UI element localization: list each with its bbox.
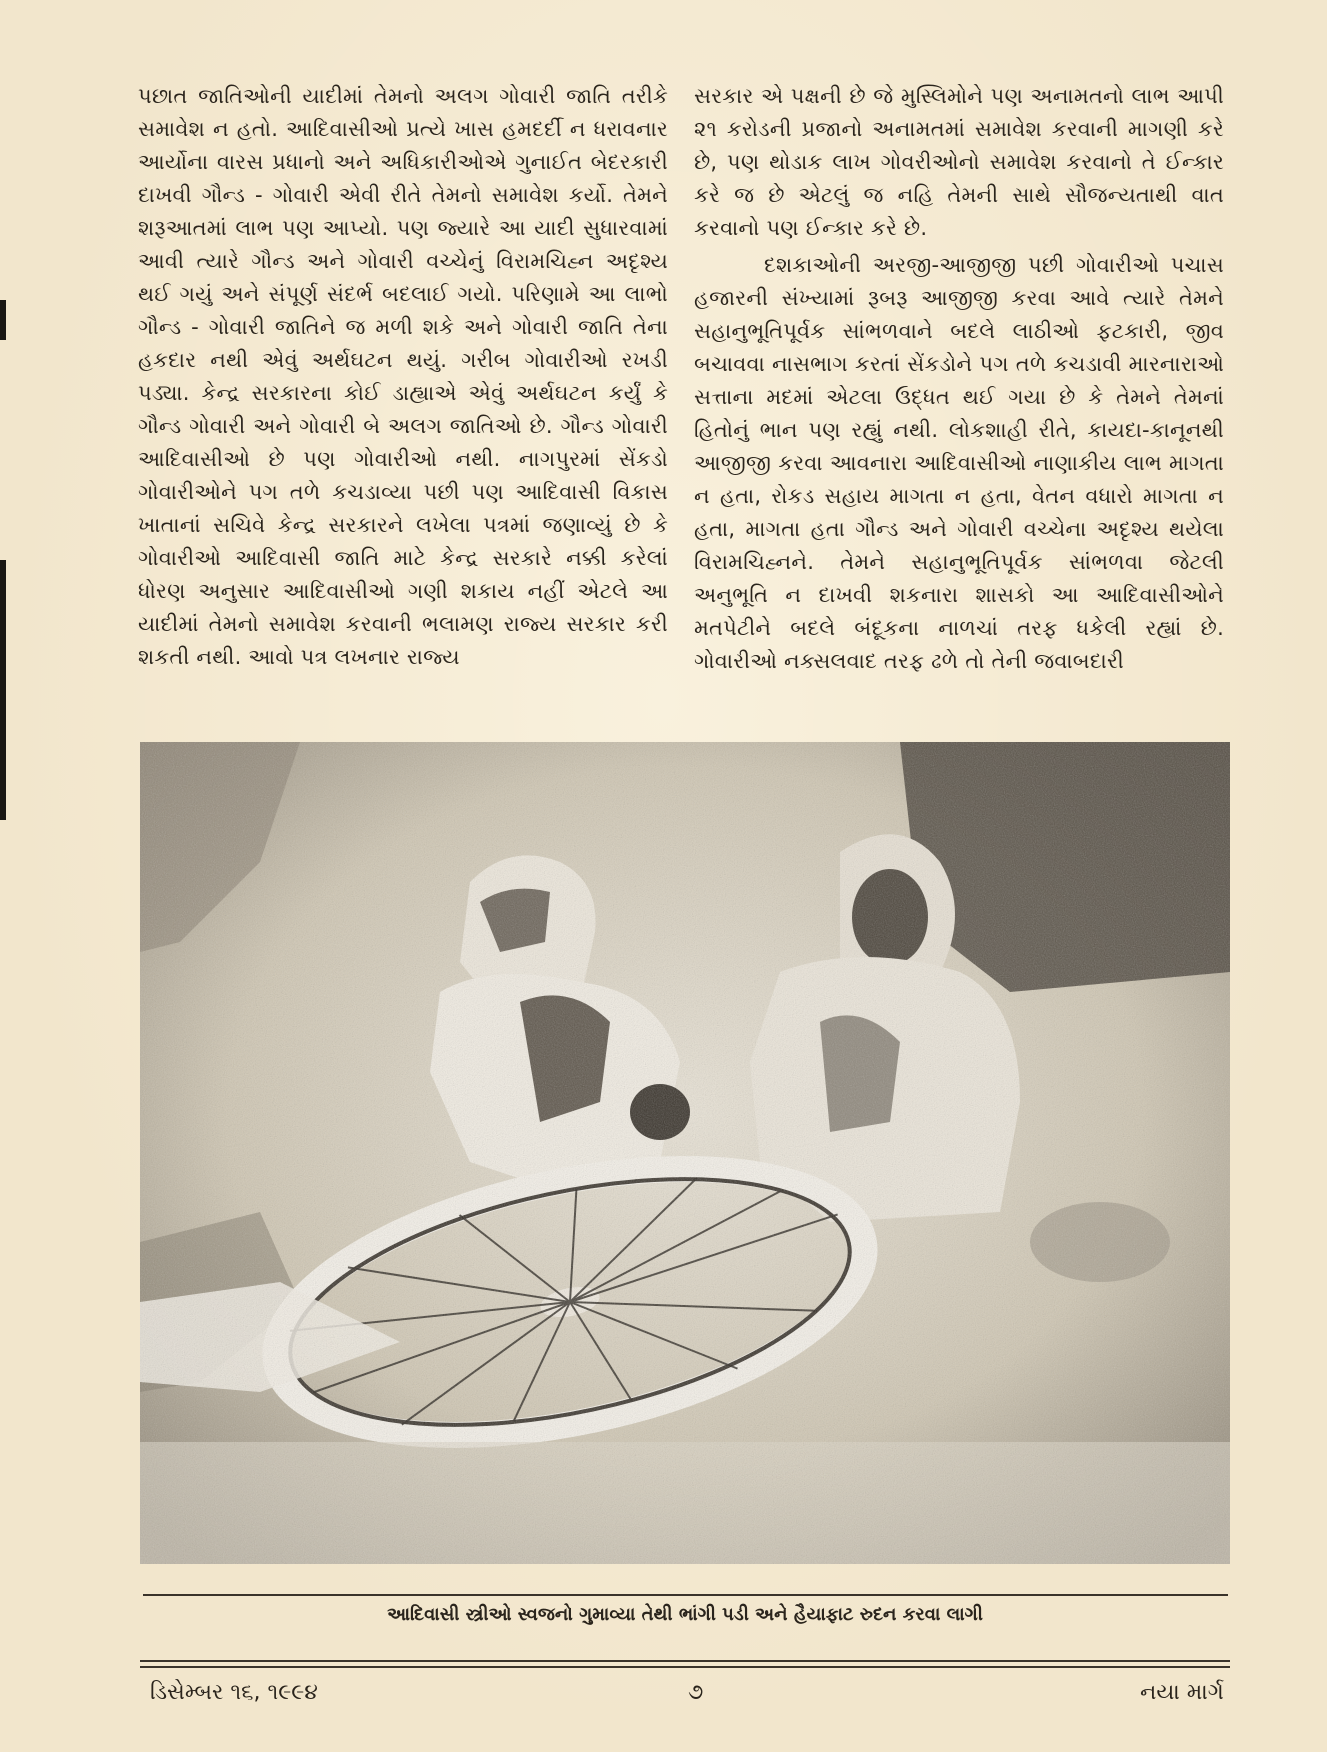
publication-name: નયા માર્ગ (1140, 1680, 1224, 1705)
news-photo (140, 742, 1230, 1564)
article-paragraph: પછાત જાતિઓની યાદીમાં તેમનો અલગ ગોવારી જાતિ તરીકે સમાવેશ ન હતો. આદિવાસીઓ પ્રત્યે ખાસ હમદર્દી ન ધરાવનાર આર્યોના વારસ પ્રધાનો અને અધિકારીઓએ ગુનાઈત બેદરકારી દાખવી ગૌન્ડ - ગોવારી એવી રીતે તેમનો સમાવેશ કર્યો. તેમને શરૂઆતમાં લાભ પણ આપ્યો. પણ જ્યારે આ યાદી સુધારવામાં આવી ત્યારે ગૌન્ડ અને ગોવારી વચ્ચેનું વિરામચિહ્ન અદૃશ્ય થઈ ગયું અને સંપૂર્ણ સંદર્ભ બદલાઈ ગયો. પરિણામે આ લાભો ગૌન્ડ - ગોવારી જાતિને જ મળી શકે અને ગોવારી જાતિ તેના હકદાર નથી એવું અર્થઘટન થયું. ગરીબ ગોવારીઓ રખડી પડ્યા. કેન્દ્ર સરકારના કોઈ ડાહ્યાએ એવું અર્થઘટન કર્યું કે ગૌન્ડ ગોવારી અને ગોવારી બે અલગ જાતિઓ છે. ગૌન્ડ ગોવારી આદિવાસીઓ છે પણ ગોવારીઓ નથી. નાગપુરમાં સેંકડો ગોવારીઓને પગ તળે કચડાવ્યા પછી પણ આદિવાસી વિકાસ ખાતાનાં સચિવે કેન્દ્ર સરકારને લખેલા પત્રમાં જણાવ્યું છે કે ગોવારીઓ આદિવાસી જાતિ માટે કેન્દ્ર સરકારે નક્કી કરેલાં ધોરણ અનુસાર આદિવાસીઓ ગણી શકાય નહીં એટલે આ યાદીમાં તેમનો સમાવેશ કરવાની ભલામણ રાજ્ય સરકાર કરી શકતી નથી. આવો પત્ર લખનાર રાજ્ય (138, 84, 668, 669)
footer-rule (140, 1666, 1230, 1668)
caption-rule (143, 1594, 1228, 1596)
binding-edge-mark (0, 300, 6, 340)
footer-rule (140, 1660, 1230, 1662)
article-left-column (138, 80, 668, 674)
binding-edge-mark (0, 560, 6, 820)
article-paragraph: સરકાર એ પક્ષની છે જે મુસ્લિમોને પણ અનામતનો લાભ આપી ૨૧ કરોડની પ્રજાનો અનામતમાં સમાવેશ કરવાની માગણી કરે છે, પણ થોડાક લાખ ગોવરીઓનો સમાવેશ કરવાનો તે ઈન્કાર કરે જ છે એટલું જ નહિ તેમની સાથે સૌજન્યતાથી વાત કરવાનો પણ ઈન્કાર કરે છે. (694, 84, 1224, 240)
footer-date: ડિસેમ્બર ૧૬, ૧૯૯૪ (150, 1680, 318, 1705)
article-right-column (694, 80, 1224, 678)
article-paragraph: દશકાઓની અરજી-આજીજી પછી ગોવારીઓ પચાસ હજારની સંખ્યામાં રૂબરૂ આજીજી કરવા આવે ત્યારે તેમને સહાનુભૂતિપૂર્વક સાંભળવાને બદલે લાઠીઓ ફટકારી, જીવ બચાવવા નાસભાગ કરતાં સેંકડોને પગ તળે કચડાવી મારનારાઓ સત્તાના મદમાં એટલા ઉદ્ધત થઈ ગયા છે કે તેમને તેમનાં હિતોનું ભાન પણ રહ્યું નથી. લોકશાહી રીતે, કાયદા-કાનૂનથી આજીજી કરવા આવનારા આદિવાસીઓ નાણાકીય લાભ માગતા ન હતા, રોકડ સહાય માગતા ન હતા, વેતન વધારો માગતા ન હતા, માગતા હતા ગૌન્ડ અને ગોવારી વચ્ચેના અદૃશ્ય થયેલા વિરામચિહ્નને. તેમને સહાનુભૂતિપૂર્વક સાંભળવા જેટલી અનુભૂતિ ન દાખવી શકનારા શાસકો આ આદિવાસીઓને મતપેટીને બદલે બંદૂકના નાળચાં તરફ ધકેલી રહ્યાં છે. ગોવારીઓ નક્સલવાદ તરફ ઢળે તો તેની જવાબદારી (694, 253, 1224, 673)
page-number: ૭ (688, 1680, 704, 1705)
photo-caption: આદિવાસી સ્ત્રીઓ સ્વજનો ગુમાવ્યા તેથી ભાંગી પડી અને હૈયાફાટ રુદન કરવા લાગી (387, 1604, 983, 1625)
